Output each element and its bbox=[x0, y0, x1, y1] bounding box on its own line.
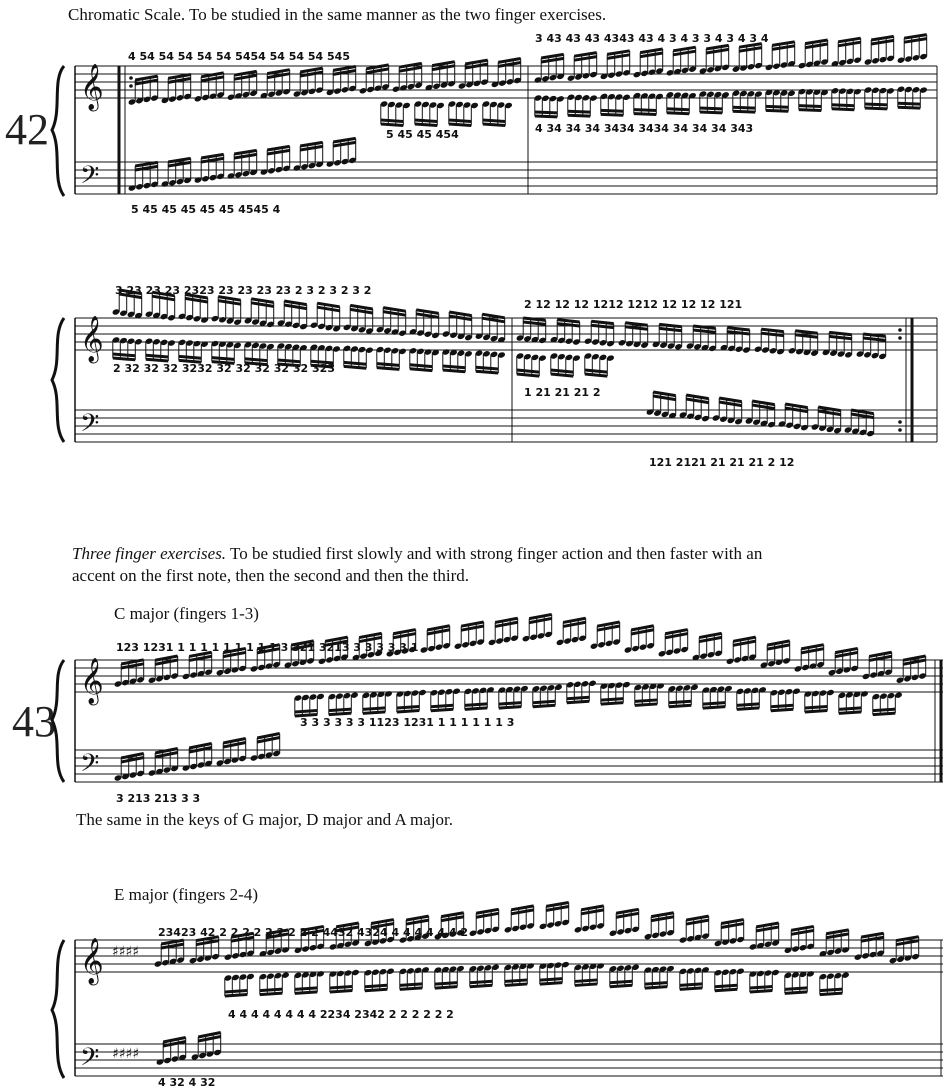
beamed-note-group bbox=[442, 348, 473, 371]
beamed-note-group bbox=[326, 138, 357, 167]
fingering-s2-top-a: 3 23 23 23 2323 23 23 23 23 2 3 2 3 2 3 2 bbox=[115, 284, 372, 297]
beamed-note-group bbox=[897, 86, 928, 109]
fingering-s1-mid-a: 5 45 45 454 bbox=[386, 128, 459, 141]
beamed-note-group bbox=[732, 44, 763, 73]
beamed-note-group bbox=[732, 90, 763, 113]
fingering-s4-top: 23423 42 2 2 2 2 2 2 2 2 2 4432 4324 4 4 4 4 4 4 2 bbox=[158, 926, 469, 939]
treble-clef-icon: 𝄞 bbox=[80, 658, 104, 704]
beamed-note-group bbox=[448, 100, 479, 125]
beamed-note-group bbox=[784, 970, 815, 993]
beamed-note-group bbox=[482, 100, 513, 125]
treble-clef-icon: 𝄞 bbox=[80, 316, 104, 362]
fingering-s3-top: 123 1231 1 1 1 1 1 1 1 1 1 3 321 3213 3 3 3 3 3 1 bbox=[116, 641, 419, 654]
beamed-note-group bbox=[376, 346, 407, 369]
beamed-note-group bbox=[574, 906, 605, 934]
bass-clef-icon: 𝄢 bbox=[80, 749, 100, 784]
beamed-note-group bbox=[343, 345, 374, 368]
beamed-note-group bbox=[646, 392, 677, 419]
beamed-note-group bbox=[522, 614, 553, 642]
bass-clef-icon: 𝄢 bbox=[80, 1043, 100, 1078]
beamed-note-group bbox=[666, 91, 697, 114]
fingering-s4-bass: 4 32 4 32 bbox=[158, 1076, 216, 1089]
beamed-note-group bbox=[409, 310, 440, 339]
beamed-note-group bbox=[294, 970, 325, 993]
beamed-note-group bbox=[211, 340, 242, 363]
beamed-note-group bbox=[161, 158, 192, 187]
beamed-note-group bbox=[504, 962, 535, 985]
beamed-note-group bbox=[679, 966, 710, 989]
beamed-note-group bbox=[788, 331, 819, 357]
fingering-s1-top-b: 3 43 43 43 4343 43 4 3 4 3 3 4 3 4 3 4 bbox=[535, 32, 769, 45]
beamed-note-group bbox=[469, 964, 500, 987]
beamed-note-group bbox=[600, 93, 631, 116]
beamed-note-group bbox=[343, 305, 374, 334]
beamed-note-group bbox=[430, 688, 461, 711]
beamed-note-group bbox=[714, 968, 745, 991]
beamed-note-group bbox=[532, 684, 563, 707]
beamed-note-group bbox=[488, 618, 519, 646]
beamed-note-group bbox=[458, 60, 489, 90]
beamed-note-group bbox=[574, 962, 605, 985]
treble-clef-icon: 𝄞 bbox=[80, 938, 104, 984]
beamed-note-group bbox=[644, 965, 675, 988]
beamed-note-group bbox=[550, 352, 581, 376]
beamed-note-group bbox=[811, 407, 842, 434]
beamed-note-group bbox=[178, 294, 209, 323]
beamed-note-group bbox=[161, 75, 192, 105]
beamed-note-group bbox=[798, 40, 829, 69]
beamed-note-group bbox=[714, 920, 745, 948]
beamed-note-group bbox=[644, 913, 675, 941]
fingering-s1-mid-b: 4 34 34 34 3434 3434 34 34 34 343 bbox=[535, 122, 754, 135]
beamed-note-group bbox=[376, 308, 407, 337]
beamed-note-group bbox=[498, 685, 529, 708]
beamed-note-group bbox=[819, 972, 850, 995]
beamed-note-group bbox=[491, 59, 522, 89]
beamed-note-group bbox=[294, 693, 325, 716]
beamed-note-group bbox=[798, 88, 829, 111]
bass-clef-icon: 𝄢 bbox=[80, 161, 100, 196]
beamed-note-group bbox=[442, 312, 473, 341]
exercise-42-number: 42 bbox=[5, 105, 49, 154]
beamed-note-group bbox=[609, 909, 640, 937]
beamed-note-group bbox=[686, 326, 717, 352]
intro-text: Chromatic Scale. To be studied in the same manner as the two finger exercises. bbox=[68, 5, 607, 24]
beamed-note-group bbox=[128, 76, 159, 106]
fingering-s3-bass: 3 213 213 3 3 bbox=[116, 792, 201, 805]
beamed-note-group bbox=[609, 964, 640, 987]
beamed-note-group bbox=[819, 930, 850, 958]
beamed-note-group bbox=[191, 1033, 222, 1061]
beamed-note-group bbox=[828, 648, 859, 676]
beamed-note-group bbox=[399, 966, 430, 989]
fingering-s1-bass: 5 45 45 45 45 45 4545 4 bbox=[131, 203, 281, 216]
beamed-note-group bbox=[856, 334, 887, 360]
fingering-s3-mid: 3 3 3 3 3 3 1123 1231 1 1 1 1 1 1 3 bbox=[300, 716, 515, 729]
beamed-note-group bbox=[293, 142, 324, 171]
beamed-note-group bbox=[454, 622, 485, 650]
beamed-note-group bbox=[211, 297, 242, 326]
e-major-label: E major (fingers 2-4) bbox=[114, 885, 258, 904]
beamed-note-group bbox=[618, 323, 649, 349]
beamed-note-group bbox=[749, 923, 780, 951]
fingering-s2-mid-b: 1 21 21 21 2 bbox=[524, 386, 601, 399]
three-finger-text-1: To be studied first slowly and with strong finger action and then faster with an bbox=[230, 544, 763, 563]
beamed-note-group bbox=[148, 749, 179, 777]
beamed-note-group bbox=[224, 973, 255, 996]
beamed-note-group bbox=[854, 933, 885, 961]
beamed-note-group bbox=[666, 47, 697, 76]
exercise-43-number: 43 bbox=[12, 697, 56, 746]
beamed-note-group bbox=[633, 92, 664, 115]
beamed-note-group bbox=[194, 154, 225, 183]
beamed-note-group bbox=[145, 338, 176, 361]
beamed-note-group bbox=[822, 332, 853, 358]
beamed-note-group bbox=[364, 968, 395, 991]
beamed-note-group bbox=[760, 641, 791, 669]
beamed-note-group bbox=[745, 401, 776, 428]
beamed-note-group bbox=[864, 36, 895, 65]
treble-clef-icon: 𝄞 bbox=[80, 64, 104, 110]
same-keys-text: The same in the keys of G major, D major and A major. bbox=[76, 810, 454, 829]
beamed-note-group bbox=[475, 314, 506, 343]
beamed-note-group bbox=[112, 336, 143, 359]
beamed-note-group bbox=[634, 682, 665, 705]
beamed-note-group bbox=[259, 972, 290, 995]
beamed-note-group bbox=[409, 347, 440, 370]
beamed-note-group bbox=[434, 965, 465, 988]
beamed-note-group bbox=[844, 410, 875, 437]
beamed-note-group bbox=[566, 680, 597, 703]
beamed-note-group bbox=[838, 690, 869, 713]
beamed-note-group bbox=[897, 35, 928, 64]
beamed-note-group bbox=[567, 53, 598, 82]
beamed-note-group bbox=[736, 686, 767, 709]
beamed-note-group bbox=[128, 162, 159, 191]
beamed-note-group bbox=[189, 937, 220, 965]
beamed-note-group bbox=[556, 618, 587, 646]
beamed-note-group bbox=[652, 324, 683, 350]
key-signature-sharps: ♯♯♯♯ bbox=[112, 1046, 140, 1062]
beamed-note-group bbox=[770, 688, 801, 711]
fingering-s1-top-a: 4 54 54 54 54 54 5454 54 54 54 545 bbox=[128, 50, 350, 63]
beamed-note-group bbox=[114, 660, 145, 688]
fingering-s2-top-b: 2 12 12 12 1212 1212 12 12 12 121 bbox=[524, 298, 743, 311]
beamed-note-group bbox=[872, 692, 903, 715]
note-groups bbox=[112, 35, 928, 1066]
fingering-s2-bass: 121 2121 21 21 21 2 12 bbox=[649, 456, 795, 469]
beamed-note-group bbox=[534, 54, 565, 83]
beamed-note-group bbox=[889, 937, 920, 965]
beamed-note-group bbox=[326, 67, 357, 97]
beamed-note-group bbox=[475, 350, 506, 373]
three-finger-heading: Three finger exercises. bbox=[72, 544, 227, 563]
fingering-s2-mid-a: 2 32 32 32 3232 32 32 32 32 32 323 bbox=[113, 362, 335, 375]
beamed-note-group bbox=[216, 739, 247, 767]
bass-clef-icon: 𝄢 bbox=[80, 409, 100, 444]
beamed-note-group bbox=[668, 684, 699, 707]
beamed-note-group bbox=[584, 352, 615, 376]
beamed-note-group bbox=[414, 100, 445, 125]
beamed-note-group bbox=[539, 902, 570, 930]
beamed-note-group bbox=[420, 626, 451, 654]
beamed-note-group bbox=[624, 626, 655, 654]
beamed-note-group bbox=[516, 352, 547, 376]
beamed-note-group bbox=[567, 94, 598, 117]
beamed-note-group bbox=[464, 686, 495, 709]
beamed-note-group bbox=[260, 146, 291, 175]
beamed-note-group bbox=[469, 909, 500, 937]
fingering-s4-mid: 4 4 4 4 4 4 4 4 2234 2342 2 2 2 2 2 2 bbox=[228, 1008, 454, 1021]
beamed-note-group bbox=[250, 734, 281, 762]
beamed-note-group bbox=[699, 90, 730, 113]
beamed-note-group bbox=[702, 685, 733, 708]
beamed-note-group bbox=[831, 38, 862, 67]
beamed-note-group bbox=[712, 398, 743, 425]
beamed-note-group bbox=[699, 45, 730, 74]
beamed-note-group bbox=[504, 906, 535, 934]
beamed-note-group bbox=[658, 630, 689, 658]
beamed-note-group bbox=[590, 622, 621, 650]
beamed-note-group bbox=[765, 42, 796, 71]
beamed-note-group bbox=[227, 150, 258, 179]
beamed-note-group bbox=[600, 51, 631, 80]
beamed-note-group bbox=[244, 299, 275, 328]
beamed-note-group bbox=[692, 633, 723, 661]
three-finger-text-2: accent on the first note, then the second and then the third. bbox=[72, 566, 470, 585]
beamed-note-group bbox=[380, 100, 411, 125]
beamed-note-group bbox=[362, 690, 393, 713]
beamed-note-group bbox=[765, 89, 796, 112]
beamed-note-group bbox=[726, 637, 757, 665]
beamed-note-group bbox=[328, 692, 359, 715]
beamed-note-group bbox=[293, 68, 324, 98]
beamed-note-group bbox=[392, 63, 423, 93]
beamed-note-group bbox=[516, 318, 547, 344]
c-major-label: C major (fingers 1-3) bbox=[114, 604, 259, 623]
beamed-note-group bbox=[227, 71, 258, 101]
key-signature-sharps: ♯♯♯♯ bbox=[112, 944, 140, 960]
